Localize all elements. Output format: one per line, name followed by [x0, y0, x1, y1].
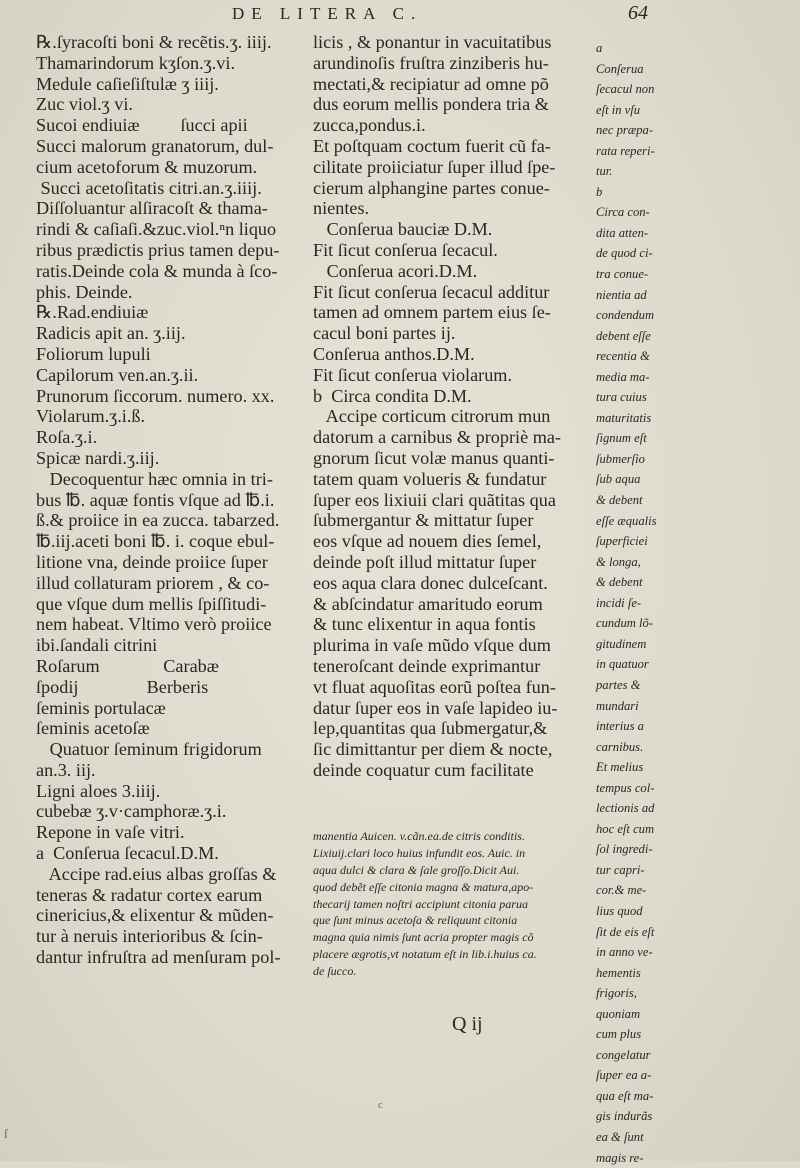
text-line: a Conſerua ſecacul.D.M. — [36, 843, 219, 864]
text-line: Accipe corticum citrorum mun — [313, 406, 551, 427]
text-line: eos vſque ad nouem dies ſemel, — [313, 531, 542, 552]
text-line: frigoris, — [596, 986, 637, 1001]
text-line: aqua dulci & clara & ſale groſſo.Dicit Aui. — [313, 862, 520, 877]
text-line: mundari — [596, 698, 639, 713]
text-line: ibi.ſandali citrini — [36, 635, 158, 656]
text-line: eſſe æqualis — [596, 513, 657, 528]
text-line: Prunorum ſiccorum. numero. xx. — [36, 385, 275, 406]
text-line: tra conue- — [596, 267, 649, 282]
text-line: a — [596, 41, 603, 55]
text-line: Capilorum ven.an.ʒ.ii. — [36, 364, 199, 385]
text-line: gnorum ſicut volæ manus quanti- — [313, 447, 555, 468]
text-line: cundum lõ- — [596, 616, 654, 631]
text-line: Circa con- — [596, 205, 650, 220]
text-line: cinericius,& elixentur & mũden- — [36, 905, 274, 926]
text-line: incidi ſe- — [596, 595, 642, 610]
text-line: ratis.Deinde cola & munda à ſco- — [36, 260, 278, 281]
text-line: ſecacul non — [596, 82, 655, 97]
text-line: & tunc elixentur in aqua fontis — [313, 614, 536, 635]
text-line: tur capri- — [596, 862, 645, 877]
text-line: Roſa.ʒ.i. — [36, 427, 98, 448]
text-line: cor.& me- — [596, 883, 647, 898]
text-line: & debent — [596, 493, 643, 508]
text-line: Succi malorum granatorum, dul- — [36, 135, 274, 156]
text-line: Fit ſicut conſerua ſecacul. — [313, 239, 498, 260]
text-line: vt fluat aquoſitas eorũ poſtea fun- — [313, 676, 556, 697]
text-line: Roſarum Carabæ — [36, 655, 219, 676]
text-line: de quod ci- — [596, 246, 653, 261]
text-line: magna quia nimis ſunt acria propter magis cõ — [313, 930, 534, 945]
text-line: b Circa condita D.M. — [313, 385, 472, 406]
text-line: Zuc viol.ʒ vi. — [36, 94, 133, 115]
text-line: debent eſſe — [596, 328, 651, 343]
text-line: placere ægrotis,vt notatum eſt in lib.i.huius ca. — [313, 947, 537, 962]
text-line: nem habeat. Vltimo verò proiice — [36, 614, 272, 635]
text-line: tur à neruis interioribus & ſcin- — [36, 926, 263, 947]
text-line: magis re- — [596, 1150, 644, 1165]
text-line: tamen ad omnem partem eius ſe- — [313, 302, 551, 323]
text-line: ſignum eſt — [596, 431, 647, 446]
marginal-notes — [596, 38, 686, 1168]
text-line: Accipe rad.eius albas groſſas & — [36, 863, 277, 884]
text-line: lep,quantitas qua ſubmergatur,& — [313, 718, 548, 739]
text-line: ß.& proiice in ea zucca. tabarzed. — [36, 510, 280, 531]
text-line: ſuper ea a- — [596, 1068, 652, 1083]
text-line: Fit ſicut conſerua ſecacul additur — [313, 281, 550, 302]
text-line: Fit ſicut conſerua violarum. — [313, 364, 513, 385]
text-line: de ſucco. — [313, 964, 357, 979]
text-line: ea & ſunt — [596, 1129, 644, 1144]
text-line: & abſcindatur amaritudo eorum — [313, 593, 543, 614]
text-line: datorum a carnibus & propriè ma- — [313, 427, 561, 448]
text-line: teneroſcant deinde exprimantur — [313, 655, 541, 676]
text-line: Lixiuij.clari loco huius infundit eos. Auic. in — [313, 845, 526, 860]
text-line: Ligni aloes 3.iiij. — [36, 780, 161, 801]
text-line: lectionis ad — [596, 801, 655, 816]
text-line: ſuperficiei — [596, 534, 648, 549]
text-line: arundinoſis fruſtra zinziberis hu- — [313, 52, 549, 73]
text-line: gitudinem — [596, 636, 647, 651]
text-line: ſeminis portulacæ — [36, 697, 166, 718]
text-line: bus ℔. aquæ fontis vſque ad ℔.i. — [36, 489, 275, 510]
text-line: cubebæ ʒ.v·camphoræ.ʒ.i. — [36, 801, 227, 822]
text-line: tatem quam volueris & fundatur — [313, 468, 547, 489]
text-line: manentia Auicen. v.cãn.ea.de citris conditis. — [313, 829, 525, 843]
text-line: carnibus. — [596, 739, 644, 754]
text-line: ſubmerſio — [596, 451, 645, 466]
text-line: partes & — [596, 677, 641, 692]
stray-mark: ſ — [4, 1126, 8, 1141]
text-line: teneras & radatur cortex earum — [36, 884, 263, 905]
page-number: 64 — [628, 2, 648, 24]
text-line: eos aqua clara donec dulceſcant. — [313, 572, 548, 593]
text-line: dita atten- — [596, 225, 649, 240]
text-line: que vſque dum mellis ſpiſſitudi- — [36, 593, 267, 614]
text-line: ſuper eos lixiuii clari quãtitas qua — [313, 489, 556, 510]
text-line: Thamarindorum kʒſon.ʒ.vi. — [36, 52, 235, 73]
text-line: & debent — [596, 575, 643, 590]
stray-mark: c — [378, 1100, 383, 1111]
text-line: cacul boni partes ij. — [313, 323, 456, 344]
text-line: cierum alphangine partes conue- — [313, 177, 550, 198]
text-line: Et melius — [596, 760, 644, 775]
text-line: nientes. — [313, 198, 370, 219]
text-line: Radicis apit an. ʒ.iij. — [36, 323, 186, 344]
text-line: interius a — [596, 719, 644, 734]
text-line: zucca,pondus.i. — [313, 115, 426, 136]
text-line: tempus col- — [596, 780, 655, 795]
left-text-column — [36, 32, 311, 968]
text-line: Sucoi endiuiæ ſucci apii — [36, 115, 248, 136]
text-line: rata reperi- — [596, 143, 655, 158]
text-line: Conſerua bauciæ D.M. — [313, 219, 493, 240]
text-line: in anno ve- — [596, 945, 653, 960]
text-line: ſol ingredi- — [596, 842, 653, 857]
text-line: an.3. iij. — [36, 759, 96, 780]
text-line: cium acetoforum & muzorum. — [36, 156, 258, 177]
text-line: congelatur — [596, 1047, 651, 1062]
text-line: ℔.iij.aceti boni ℔. i. coque ebul- — [36, 531, 275, 552]
right-text-column — [313, 32, 603, 781]
text-line: dantur infruſtra ad menſuram pol- — [36, 947, 281, 968]
text-line: deinde coquatur cum facilitate — [313, 759, 534, 780]
text-line: qua eſt ma- — [596, 1088, 654, 1103]
text-line: cum plus — [596, 1027, 642, 1042]
text-line: licis , & ponantur in vacuitatibus — [313, 32, 552, 52]
text-line: maturitatis — [596, 410, 652, 425]
text-line: que ſunt minus acetoſa & reliquunt citonia — [313, 913, 518, 928]
text-line: media ma- — [596, 369, 650, 384]
text-line: litione vna, deinde proiice ſuper — [36, 551, 268, 572]
text-line: thecarij tamen noſtri accipiunt citonia parua — [313, 896, 528, 911]
text-line: Violarum.ʒ.i.ß. — [36, 406, 146, 427]
text-line: ſic dimittantur per diem & nocte, — [313, 739, 553, 760]
running-head: DE LITERA C. — [232, 4, 423, 23]
text-line: tur. — [596, 164, 613, 179]
text-line: ſpodij Berberis — [36, 676, 209, 697]
text-line: Et poſtquam coctum fuerit cũ fa- — [313, 135, 551, 156]
text-line: quod debẽt eſſe citonia magna & matura,apo- — [313, 879, 534, 894]
text-line: phis. Deinde. — [36, 281, 133, 302]
text-line: tura cuius — [596, 390, 647, 405]
text-line: rindi & caſiaſi.&zuc.viol.ⁿn liquo — [36, 219, 277, 240]
signature-mark: Q ij — [452, 1013, 483, 1035]
text-line: gis indurãs — [596, 1109, 653, 1124]
text-line: Decoquentur hæc omnia in tri- — [36, 468, 273, 489]
text-line: mectati,& recipiatur ad omne põ — [313, 73, 549, 94]
text-line: nientia ad — [596, 287, 647, 302]
text-line: plurima in vaſe mũdo vſque dum — [313, 635, 551, 656]
text-line: Foliorum lupuli — [36, 343, 151, 364]
text-line: Conſerua acori.D.M. — [313, 260, 478, 281]
text-line: Repone in vaſe vitri. — [36, 822, 185, 843]
text-line: quoniam — [596, 1006, 641, 1021]
text-line: Quatuor ſeminum frigidorum — [36, 739, 262, 760]
text-line: Conſerua — [596, 61, 644, 76]
text-line: ribus prædictis prius tamen depu- — [36, 239, 280, 260]
text-line: hoc eſt cum — [596, 821, 655, 836]
footnote-block — [313, 828, 603, 980]
text-line: ſeminis acetoſæ — [36, 718, 150, 739]
text-line: in quatuor — [596, 657, 649, 672]
text-line: Spicæ nardi.ʒ.iij. — [36, 447, 160, 468]
text-line: Diſſoluantur alſiracoſt & thama- — [36, 198, 268, 219]
text-line: nec præpa- — [596, 123, 654, 138]
text-line: Conſerua anthos.D.M. — [313, 343, 475, 364]
text-line: deinde poſt illud mittatur ſuper — [313, 551, 537, 572]
text-line: ſit de eis eſt — [596, 924, 655, 939]
text-line: condendum — [596, 308, 655, 323]
text-line: ℞.ſyracoſti boni & recẽtis.ʒ. iiij. — [36, 32, 272, 52]
text-line: Medule caſieſiſtulæ ʒ iiij. — [36, 73, 219, 94]
text-line: Succi acetoſitatis citri.an.ʒ.iiij. — [36, 177, 262, 198]
text-line: datur ſuper eos in vaſe lapideo iu- — [313, 697, 558, 718]
text-line: cilitate proiiciatur ſuper illud ſpe- — [313, 156, 556, 177]
text-line: ſubmergantur & mittatur ſuper — [313, 510, 534, 531]
text-line: hementis — [596, 965, 641, 980]
text-line: dus eorum mellis pondera tria & — [313, 94, 549, 115]
text-line: & longa, — [596, 554, 641, 569]
text-line: eſt in vſu — [596, 102, 641, 117]
text-line: illud collaturam priorem , & co- — [36, 572, 270, 593]
text-line: ſub aqua — [596, 472, 641, 487]
text-line: lius quod — [596, 903, 643, 918]
text-line: recentia & — [596, 349, 650, 364]
text-line: ℞.Rad.endiuiæ — [36, 302, 149, 323]
text-line: b — [596, 184, 603, 199]
